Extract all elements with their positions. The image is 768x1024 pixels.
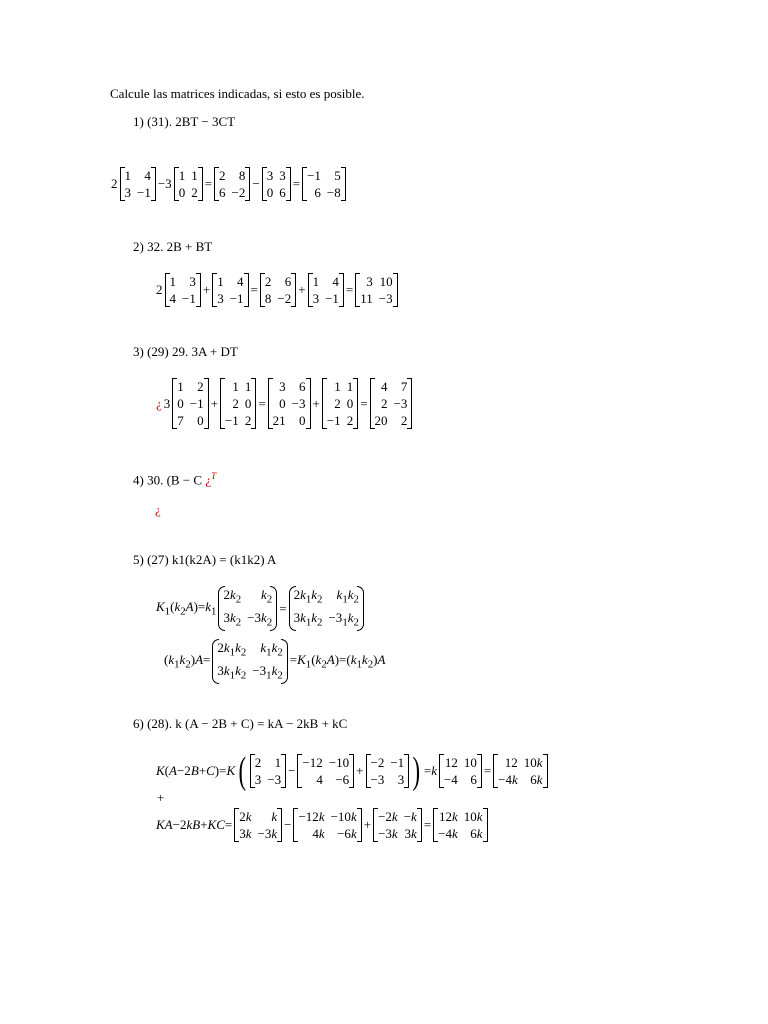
math-text: + [210,395,218,411]
matrix-cell: $2k_1k_2$ [293,587,323,606]
matrix-cell: 3 [366,274,373,289]
math-text: = [250,282,258,297]
problem-5-heading: 5) (27) k1(k2A) = (k1k2) A [133,552,277,567]
matrix-cell: 2 [381,396,388,411]
matrix-cell: −12 [302,755,323,770]
matrix-cell: 8 [238,168,246,183]
matrix-cell: −4 [443,772,458,787]
matrix-cell: 4 [237,274,244,289]
matrix-cell: 2k [239,809,252,824]
matrix-cell: 2 [334,396,341,411]
matrix-cell: 2 [219,168,226,183]
matrix-cell: k [271,809,278,824]
matrix-cell: 3 [279,168,286,183]
matrix [373,808,422,842]
problem-4-transpose: T [211,471,217,481]
matrix-cell: 7 [177,413,184,428]
matrix-cell: −1 [326,413,341,428]
matrix-cell: 4 [332,274,339,289]
math-text: = [279,600,287,616]
matrix-cell: −6k [337,826,357,841]
matrix-cell: 1 [244,379,252,394]
matrix-cell: −1 [229,291,244,306]
matrix [439,754,482,788]
matrix-cell: −8 [326,185,341,200]
math-text: =k [423,763,437,778]
matrix-cell: −k [403,809,417,824]
matrix-cell: 2 [232,396,239,411]
matrix [293,808,361,842]
matrix [120,167,156,201]
math-text: − [284,817,292,832]
matrix-cell: 1 [124,168,131,183]
problem-6-equation-1 [155,752,549,790]
matrix [165,273,201,307]
matrix-cell: 20 [374,413,388,428]
problem-4-heading-mark: ¿ [205,472,212,488]
math-text: = [258,395,266,411]
math-text: − [252,176,260,191]
matrix-cell: $3k_1k_2$ [293,609,323,629]
matrix-cell: −4k [498,772,518,787]
matrix-cell: −2k [378,809,398,824]
matrix-cell: 10k [463,809,483,824]
matrix-cell: −2 [277,291,292,306]
matrix-cell: 4 [169,291,176,306]
problem-6-plus: + [157,790,165,805]
matrix-cell: 3 [312,291,320,306]
matrix-cell: 0 [177,396,184,411]
problem-2-heading: 2) 32. 2B + BT [133,239,213,254]
math-text: − [288,763,296,778]
math-text: 3 [163,395,171,411]
math-text: $K_1(k_2A)=k_1$ [156,599,217,618]
problem-2-equation [155,273,399,307]
matrix-cell: $2k_2$ [223,587,242,606]
matrix-cell: 1 [177,379,184,394]
matrix-cell: 3 [124,185,131,200]
matrix [260,273,296,307]
matrix-cell: 4k [312,826,325,841]
math-text: K(A−2B+C)=K [156,763,236,778]
matrix [262,167,291,201]
matrix-cell: 2 [346,413,354,428]
matrix [212,639,287,684]
matrix-cell: $k_1k_2$ [260,640,283,659]
problem-4-answer: ¿ [155,502,161,517]
matrix [220,378,256,429]
matrix-cell: 12k [439,809,458,824]
matrix-cell: −2 [370,755,385,770]
matrix [214,167,250,201]
math-text: + [298,282,306,297]
matrix [234,808,282,842]
matrix [268,378,311,429]
matrix-cell: −1 [189,396,204,411]
matrix [302,167,346,201]
math-text: = [292,176,301,191]
matrix-cell: $3k_1k_2$ [217,662,247,682]
math-text: 2 [156,282,163,297]
matrix [174,167,203,201]
problem-1-heading: 1) (31). 2BT − 3CT [133,114,236,129]
matrix-cell: −3 [393,396,408,411]
matrix-cell: −3 [291,396,306,411]
matrix-cell: 0 [266,185,274,200]
matrix [366,754,410,788]
matrix-cell: 1 [274,755,282,770]
matrix-cell: 12 [504,755,518,770]
matrix-cell: −1 [307,168,321,183]
math-text: = [423,817,432,832]
matrix [250,754,286,788]
matrix-cell: 6 [279,185,286,200]
problem-3-heading: 3) (29) 29. 3A + DT [133,344,238,359]
matrix-cell: 0 [346,396,354,411]
matrix-cell: 0 [299,413,306,428]
matrix [433,808,487,842]
matrix-cell: 8 [264,291,272,306]
matrix-cell: $2k_1k_2$ [217,640,247,659]
matrix-cell: 2 [400,413,408,428]
matrix [308,273,344,307]
problem-6-heading: 6) (28). k (A − 2B + C) = kA − 2kB + kC [133,716,348,731]
matrix-cell: 4 [144,168,151,183]
matrix-cell: 3 [279,379,286,394]
matrix-cell: 3 [217,291,224,306]
problem-1-equation [110,167,347,201]
matrix-cell: 1 [217,274,224,289]
matrix-cell: 3 [254,772,262,787]
math-text: + [363,817,372,832]
matrix-cell: 5 [334,168,341,183]
matrix-cell: −12k [298,809,325,824]
matrix [289,586,364,631]
matrix-cell: −10 [328,755,350,770]
matrix-cell: 1 [232,379,239,394]
matrix-cell: 1 [169,274,176,289]
matrix-cell: 10k [523,755,543,770]
matrix-cell: 10 [379,274,393,289]
math-text: ¿ [156,395,162,411]
matrix-cell: −10k [330,809,357,824]
matrix-cell: 4 [316,772,323,787]
matrix-cell: $3k_2$ [223,609,242,629]
problem-3-equation [155,378,413,429]
problem-4-heading [133,468,216,488]
math-text: = [360,395,368,411]
problem-5-equation-2 [163,639,386,684]
matrix-cell: −4k [438,826,458,841]
matrix-cell: 2 [191,185,198,200]
matrix-cell: 1 [334,379,341,394]
matrix-cell: 3 [189,274,196,289]
matrix-cell: 6k [530,772,543,787]
matrix-cell: −6 [335,772,350,787]
matrix-cell: −1 [325,291,339,306]
matrix-cell: −3 [378,291,393,306]
math-text: KA−2kB+KC= [156,817,233,832]
matrix-cell: 10 [463,755,477,770]
matrix-cell: 6 [219,185,226,200]
matrix-cell: 1 [312,274,320,289]
matrix-cell: −2 [231,185,246,200]
large-parenthesis: ) [412,750,421,792]
matrix-cell: −1 [182,291,196,306]
matrix-cell: 0 [244,396,252,411]
problem-5-equation-1 [155,586,365,631]
matrix [322,378,358,429]
matrix-cell: 4 [381,379,388,394]
matrix-cell: 1 [178,168,186,183]
matrix-cell: −1 [137,185,151,200]
math-text: 2 [111,176,118,191]
matrix-cell: 1 [346,379,354,394]
matrix-cell: $-3_1k_2$ [252,662,283,682]
matrix-cell: 6 [314,185,321,200]
matrix-cell: 3k [404,826,417,841]
matrix-cell: 2 [264,274,272,289]
matrix [493,754,547,788]
matrix-cell: $k_2$ [261,587,273,606]
matrix [355,273,397,307]
math-text: = [204,176,213,191]
matrix-cell: 2 [254,755,262,770]
math-text: = [483,763,492,778]
matrix-cell: 6k [470,826,483,841]
matrix-cell: $k_1k_2$ [336,587,359,606]
math-text: + [356,763,364,778]
matrix-cell: −3 [267,772,282,787]
matrix-cell: −3k [257,826,278,841]
matrix-cell: −3 [370,772,385,787]
matrix-cell: 0 [279,396,286,411]
matrix-cell: −3k [378,826,398,841]
matrix-cell: 21 [272,413,286,428]
math-text: $=K_1(k_2A)=(k_1k_2)A$ [289,652,386,671]
matrix-cell: 12 [444,755,458,770]
matrix [212,273,248,307]
matrix-cell: 2 [244,413,252,428]
matrix-cell: −1 [224,413,239,428]
math-text: $(k_1k_2)A=$ [164,652,211,671]
matrix-cell: $-3k_2$ [247,609,273,629]
matrix [370,378,413,429]
matrix [172,378,208,429]
problem-4-heading-text: 4) 30. (B − C [133,472,206,488]
matrix-cell: 11 [360,291,373,306]
matrix [297,754,354,788]
large-parenthesis: ( [238,750,247,792]
math-text: + [202,282,211,297]
matrix-cell: 7 [400,379,408,394]
matrix-cell: −1 [390,755,405,770]
matrix [218,586,277,631]
matrix-cell: 6 [284,274,292,289]
matrix-cell: 0 [197,413,204,428]
matrix-cell: $-3_1k_2$ [328,609,359,629]
matrix-cell: 6 [299,379,306,394]
matrix-cell: 0 [178,185,186,200]
matrix-cell: 3 [397,772,405,787]
matrix-cell: 6 [470,772,477,787]
math-text: −3 [157,176,172,191]
matrix-cell: 2 [197,379,204,394]
matrix-cell: 3 [266,168,274,183]
math-text: + [312,395,320,411]
problem-6-equation-2 [155,808,489,842]
matrix-cell: 1 [191,168,198,183]
matrix-cell: 3k [239,826,252,841]
intro-text: Calcule las matrices indicadas, si esto es posible. [110,86,365,101]
math-text: = [345,282,354,297]
